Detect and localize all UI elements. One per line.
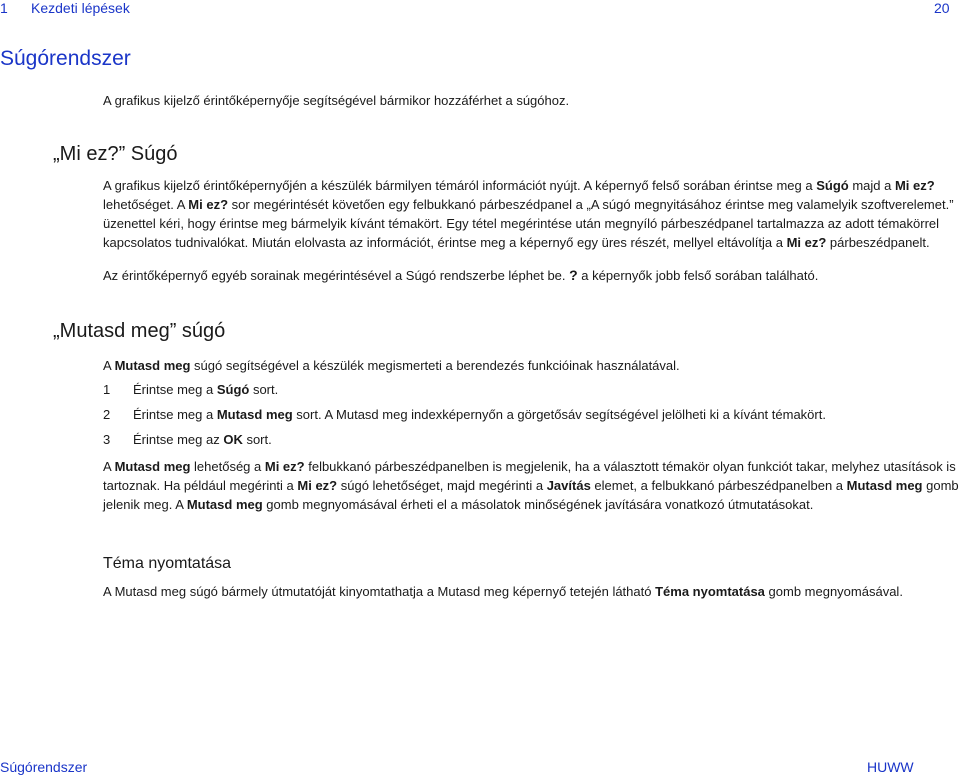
- list-item: [0, 432, 960, 451]
- step-number: 2: [103, 407, 111, 422]
- header-chapter-title: Kezdeti lépések: [31, 0, 130, 16]
- header-page-number: 20: [934, 0, 950, 16]
- header-chapter-number: 1: [0, 0, 8, 16]
- step-text: Érintse meg a Súgó sort.: [133, 382, 279, 397]
- step-number: 3: [103, 432, 111, 447]
- section-heading-mutasd-meg: „Mutasd meg” súgó: [53, 320, 226, 342]
- section2-paragraph: A Mutasd meg lehetőség a Mi ez? felbukkanó párbeszédpanelben is megjelenik, ha a választott témakör olyan funkciót takar, melyhez utasítások is tartoznak. Ha például megérinti a Mi ez? súgó lehetőséget, majd megérinti a Javítás elemet, a felbukkanó párbeszédpanelben a Mutasd meg gomb jelenik meg. A Mutasd meg gomb megnyomásával érheti el a másolatok minőségének javítására vonatkozó útmutatásokat.: [103, 459, 959, 512]
- question-mark-icon: ?: [569, 267, 578, 283]
- section1-paragraph: A grafikus kijelző érintőképernyőjén a készülék bármilyen témáról információt nyújt. A képernyő felső sorában érintse meg a Súgó majd a Mi ez? lehetőséget. A Mi ez? sor megérintését követően egy felbukkanó párbeszédpanel a „A súgó megnyitásához érintse meg valamelyik szoftverelemet.” üzenettel kéri, hogy érintse meg bármelyik kívánt témakört. Egy tétel megérintése után megnyíló párbeszédpanel tartalmazza az adott témakörrel kapcsolatos tudnivalókat. Miután elolvasta az információt, érintse meg a képernyő egy üres részét, mellyel eltávolítja a Mi ez? párbeszédpanelt.: [103, 178, 954, 250]
- step-text: Érintse meg az OK sort.: [133, 432, 272, 447]
- section1-help-paragraph: Az érintőképernyő egyéb sorainak megérintésével a Súgó rendszerbe léphet be. ? a képernyők jobb felső sorában található.: [103, 267, 819, 283]
- step-text: Érintse meg a Mutasd meg sort. A Mutasd meg indexképernyőn a görgetősáv segítségével jelölheti ki a kívánt témakört.: [133, 407, 826, 422]
- section2-intro: A Mutasd meg súgó segítségével a készülék megismerteti a berendezés funkcióinak használatával.: [103, 358, 680, 373]
- section-heading-tema-nyomtatasa: Téma nyomtatása: [103, 555, 232, 572]
- footer-doc-code: HUWW: [867, 759, 914, 775]
- section3-paragraph: A Mutasd meg súgó bármely útmutatóját kinyomtathatja a Mutasd meg képernyő tetején látható Téma nyomtatása gomb megnyomásával.: [103, 584, 903, 599]
- section-heading-mi-ez: „Mi ez?” Súgó: [53, 143, 178, 165]
- list-item: [0, 407, 960, 426]
- step-number: 1: [103, 382, 111, 397]
- page-title: Súgórendszer: [0, 47, 131, 70]
- footer-section-title: Súgórendszer: [0, 759, 88, 775]
- intro-paragraph: A grafikus kijelző érintőképernyője segítségével bármikor hozzáférhet a súgóhoz.: [103, 93, 570, 108]
- list-item: [0, 382, 960, 401]
